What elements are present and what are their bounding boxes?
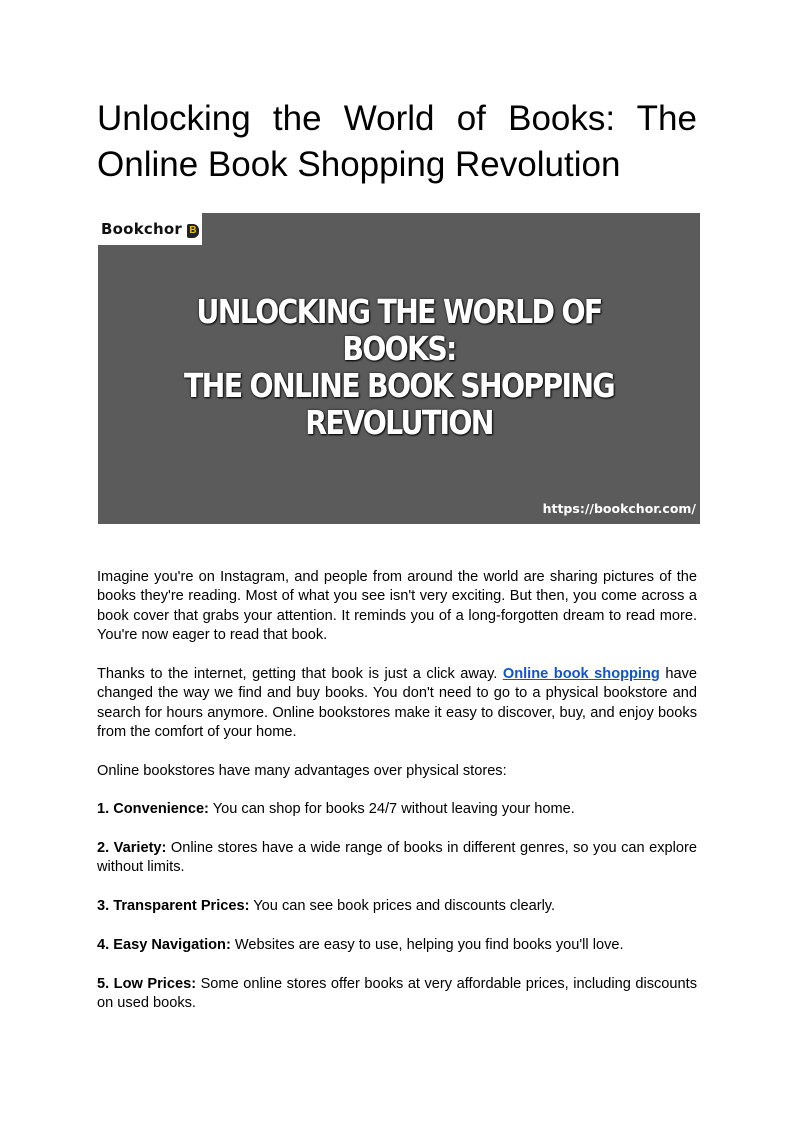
- advantage-text: You can shop for books 24/7 without leaving your home.: [208, 801, 575, 817]
- advantage-text: You can see book prices and discounts clearly.: [249, 898, 556, 914]
- bookchor-logo: [98, 213, 202, 245]
- internet-paragraph: [97, 665, 697, 743]
- banner-headline-line: REVOLUTION: [305, 403, 493, 442]
- banner-headline: [140, 293, 658, 441]
- banner-headline-line: THE ONLINE BOOK SHOPPING: [184, 366, 614, 405]
- advantage-item: [97, 975, 697, 1014]
- advantage-item: [97, 800, 697, 819]
- advantage-label: 1. Convenience:: [97, 801, 209, 817]
- advantage-item: [97, 897, 697, 916]
- book-logo-icon: B: [187, 224, 199, 238]
- advantage-item: [97, 839, 697, 878]
- advantages-intro: Online bookstores have many advantages over physical stores:: [97, 763, 507, 779]
- advantage-label: 4. Easy Navigation:: [97, 937, 231, 953]
- online-book-shopping-link[interactable]: Online book shopping: [502, 666, 660, 682]
- banner-image: [98, 213, 700, 524]
- logo-text: Bookchor: [101, 220, 182, 238]
- intro-paragraph: Imagine you're on Instagram, and people from around the world are sharing pictures of the books they're reading. Most of what you see isn't very exciting. But then, you come across a book cover that grabs your attention. It reminds you of a long-forgotten dream to read more. You're now eager to read that book.: [97, 569, 697, 644]
- paragraph-text: Thanks to the internet, getting that book is just a click away.: [97, 666, 503, 682]
- advantage-text: Websites are easy to use, helping you find books you'll love.: [230, 937, 624, 953]
- banner-url: https://bookchor.com/: [542, 501, 696, 516]
- advantage-item: [97, 936, 697, 955]
- page-title: Unlocking the World of Books: The Online Book Shopping Revolution: [97, 99, 697, 184]
- banner-headline-line: UNLOCKING THE WORLD OF: [196, 292, 602, 331]
- advantage-label: 2. Variety:: [97, 840, 167, 856]
- advantage-label: 5. Low Prices:: [97, 976, 197, 992]
- paragraph-text: have changed the way we find and buy books. You don't need to go to a physical bookstore and search for hours anymore. Online bookstores make it easy to discover, buy, and enjoy books from the comfort of your home.: [97, 666, 697, 741]
- banner-headline-line: BOOKS:: [342, 329, 456, 368]
- advantage-text: Online stores have a wide range of books in different genres, so you can explore without limits.: [97, 840, 697, 876]
- advantage-text: Some online stores offer books at very affordable prices, including discounts on used books.: [97, 976, 697, 1012]
- advantage-label: 3. Transparent Prices:: [97, 898, 250, 914]
